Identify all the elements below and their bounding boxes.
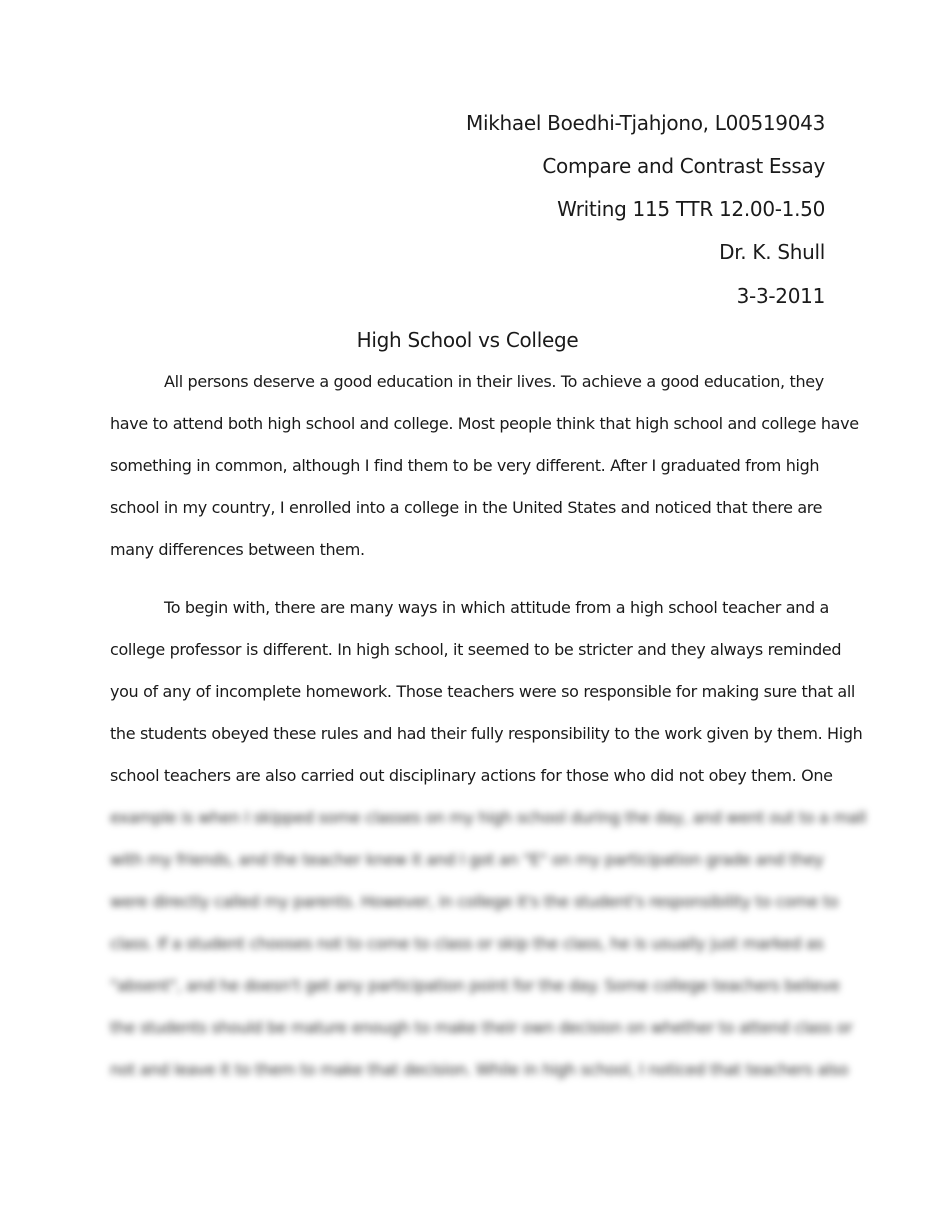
instructor-line: Dr. K. Shull xyxy=(719,240,825,264)
paragraph-line: school in my country, I enrolled into a college in the United States and noticed that there are xyxy=(110,498,823,517)
blurred-line: with my friends, and the teacher knew it and I got an "E" on my participation grade and they xyxy=(110,850,824,869)
blurred-line: example is when I skipped some classes on my high school during the day, and went out to a mall xyxy=(110,808,867,827)
paragraph-line: you of any of incomplete homework. Those teachers were so responsible for making sure that all xyxy=(110,682,856,701)
paragraph-line: college professor is different. In high school, it seemed to be stricter and they always reminded xyxy=(110,640,842,659)
paragraph-line: many differences between them. xyxy=(110,540,365,559)
date-line: 3-3-2011 xyxy=(736,284,825,308)
paragraph-line: To begin with, there are many ways in which attitude from a high school teacher and a xyxy=(164,598,829,617)
blurred-line: not and leave it to them to make that decision. While in high school, I noticed that teachers also xyxy=(110,1060,849,1079)
paragraph-line: school teachers are also carried out disciplinary actions for those who did not obey them. One xyxy=(110,766,833,785)
paragraph-line: something in common, although I find them to be very different. After I graduated from high xyxy=(110,456,820,475)
assignment-line: Compare and Contrast Essay xyxy=(542,154,825,178)
course-line: Writing 115 TTR 12.00-1.50 xyxy=(557,197,825,221)
author-line: Mikhael Boedhi-Tjahjono, L00519043 xyxy=(466,111,825,135)
essay-title: High School vs College xyxy=(356,328,579,352)
blurred-line: class. If a student chooses not to come to class or skip the class, he is usually just marked as xyxy=(110,934,824,953)
blurred-line: the students should be mature enough to make their own decision on whether to attend class or xyxy=(110,1018,853,1037)
paragraph-line: have to attend both high school and college. Most people think that high school and college have xyxy=(110,414,859,433)
paragraph-line: All persons deserve a good education in their lives. To achieve a good education, they xyxy=(164,372,824,391)
blurred-line: were directly called my parents. However, in college it's the student's responsibility to come to xyxy=(110,892,839,911)
blurred-line: "absent", and he doesn't get any participation point for the day. Some college teachers believe xyxy=(110,976,840,995)
paragraph-line: the students obeyed these rules and had their fully responsibility to the work given by them. High xyxy=(110,724,863,743)
